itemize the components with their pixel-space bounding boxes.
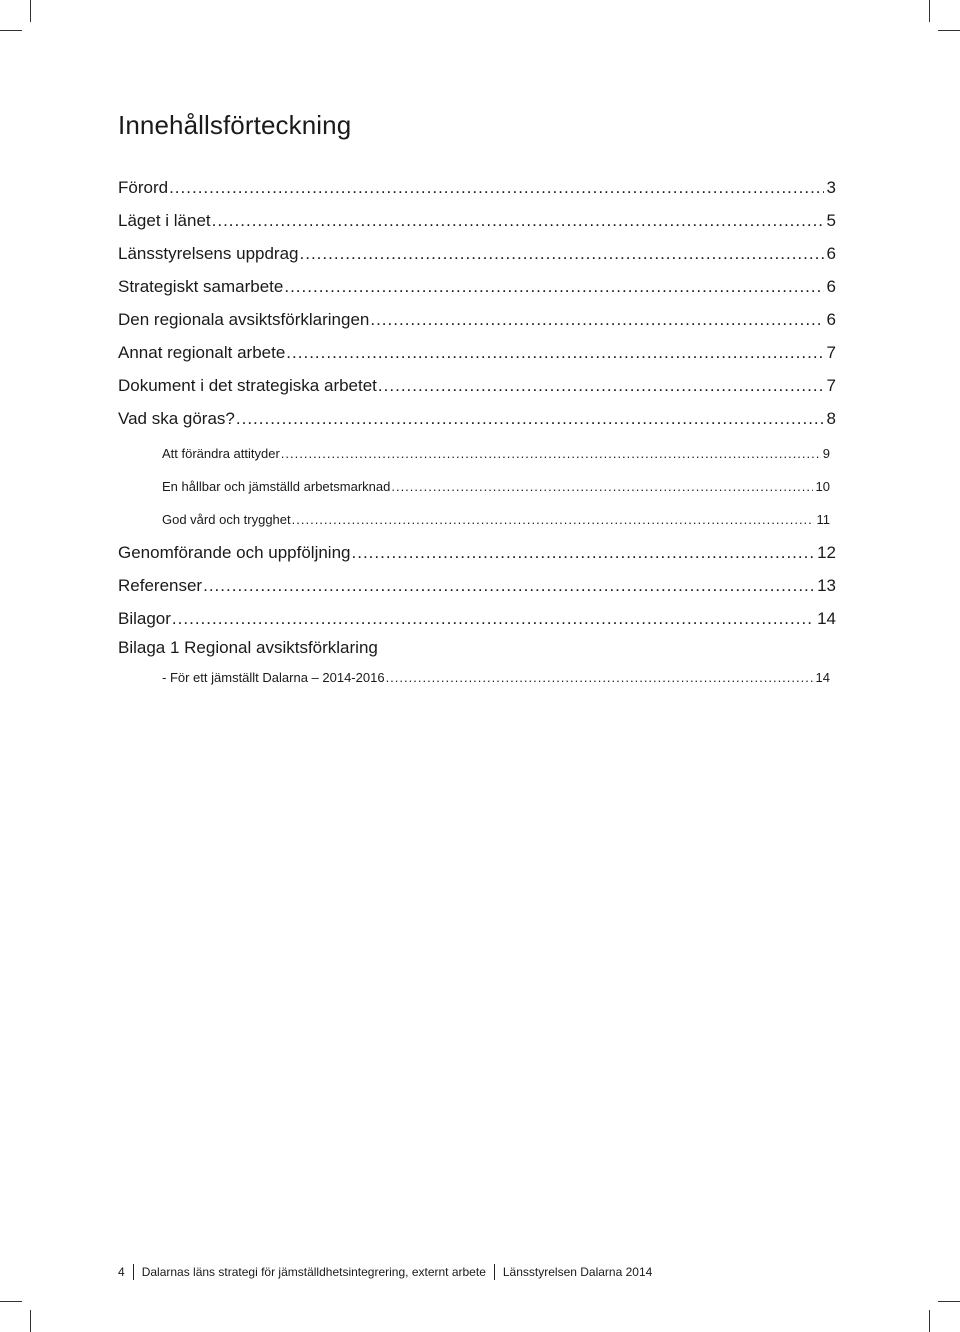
toc-dot-leader <box>370 310 823 330</box>
toc-entry-forord[interactable] <box>118 178 836 198</box>
crop-mark <box>30 0 31 22</box>
toc-entry-label: Dokument i det strategiska arbetet <box>118 376 377 395</box>
toc-entry-vad-ska-goras[interactable] <box>118 409 836 429</box>
toc-page-number: 8 <box>826 409 836 428</box>
toc-entry-label: God vård och trygghet <box>162 512 291 527</box>
toc-subentry-vard-trygghet[interactable] <box>162 512 830 527</box>
toc-entry-label: Strategiskt samarbete <box>118 277 284 296</box>
toc-entry-label: - För ett jämställt Dalarna – 2014-2016 <box>162 670 385 685</box>
toc-page-number: 6 <box>826 244 836 263</box>
crop-mark <box>938 1301 960 1302</box>
toc-entry-label: Annat regionalt arbete <box>118 343 286 362</box>
footer-page-number: 4 <box>118 1265 125 1279</box>
toc-page-number: 3 <box>826 178 836 197</box>
page-title: Innehållsförteckning <box>118 110 352 140</box>
toc-dot-leader <box>352 543 815 563</box>
toc-entry-laget-i-lanet[interactable] <box>118 211 836 231</box>
toc-entry-genomforande[interactable] <box>118 543 836 563</box>
toc-entry-label: Läget i länet <box>118 211 211 230</box>
toc-page-number: 12 <box>817 543 836 562</box>
toc-entry-label: Referenser <box>118 576 203 595</box>
toc-page-number: 10 <box>815 479 830 494</box>
toc-subentry-jamstallt-dalarna[interactable] <box>162 670 830 685</box>
toc-subentry-attityder[interactable] <box>162 446 830 461</box>
toc-page-number: 5 <box>826 211 836 230</box>
toc-entry-regionala-avsiktsforklaringen[interactable] <box>118 310 836 330</box>
toc-entry-label: Vad ska göras? <box>118 409 235 428</box>
toc-dot-leader <box>386 670 813 685</box>
toc-entry-label: Genomförande och uppföljning <box>118 543 351 562</box>
toc-dot-leader <box>236 409 824 429</box>
crop-mark <box>938 30 960 31</box>
toc-entry-label: En hållbar och jämställd arbetsmarknad <box>162 479 391 494</box>
toc-page-number: 6 <box>826 310 836 329</box>
toc-page-number: 6 <box>826 277 836 296</box>
toc-dot-leader <box>284 277 823 297</box>
toc-entry-label: Förord <box>118 178 169 197</box>
toc-page-number: 14 <box>815 670 830 685</box>
toc-dot-leader <box>391 479 812 494</box>
toc-entry-label: Länsstyrelsens uppdrag <box>118 244 299 263</box>
toc-entry-annat-regionalt-arbete[interactable] <box>118 343 836 363</box>
toc-page-number: 13 <box>817 576 836 595</box>
toc-entry-label: Den regionala avsiktsförklaringen <box>118 310 370 329</box>
toc-dot-leader <box>169 178 823 198</box>
footer-divider <box>494 1264 495 1280</box>
footer-publisher: Länsstyrelsen Dalarna 2014 <box>502 1265 653 1279</box>
toc-entry-bilagor[interactable] <box>118 609 836 629</box>
toc-dot-leader <box>172 609 814 629</box>
toc-subentry-arbetsmarknad[interactable] <box>162 479 830 494</box>
toc-page-number: 7 <box>826 376 836 395</box>
toc-dot-leader <box>378 376 824 396</box>
toc-entry-label: Bilagor <box>118 609 171 628</box>
toc-entry-lansstyrelsens-uppdrag[interactable] <box>118 244 836 264</box>
crop-mark <box>929 0 930 22</box>
toc-entry-strategiskt-samarbete[interactable] <box>118 277 836 297</box>
toc-dot-leader <box>292 512 814 527</box>
toc-dot-leader <box>203 576 814 596</box>
toc-page-number: 14 <box>817 609 836 628</box>
toc-entry-label: Att förändra attityder <box>162 446 280 461</box>
page-footer <box>118 1264 652 1280</box>
crop-mark <box>30 1310 31 1332</box>
crop-mark <box>0 1301 22 1302</box>
toc-dot-leader <box>212 211 824 231</box>
crop-mark <box>0 30 22 31</box>
footer-divider <box>133 1264 134 1280</box>
crop-mark <box>929 1310 930 1332</box>
footer-document-name: Dalarnas läns strategi för jämställdhetsintegrering, externt arbete <box>141 1265 486 1279</box>
toc-page-number: 7 <box>826 343 836 362</box>
toc-dot-leader <box>281 446 820 461</box>
toc-dot-leader <box>286 343 823 363</box>
toc-page-number: 9 <box>822 446 830 461</box>
toc-page-number: 11 <box>816 512 830 527</box>
toc-dot-leader <box>300 244 824 264</box>
toc-entry-dokument[interactable] <box>118 376 836 396</box>
toc-entry-bilaga-1[interactable]: Bilaga 1 Regional avsiktsförklaring <box>118 638 378 657</box>
toc-entry-referenser[interactable] <box>118 576 836 596</box>
